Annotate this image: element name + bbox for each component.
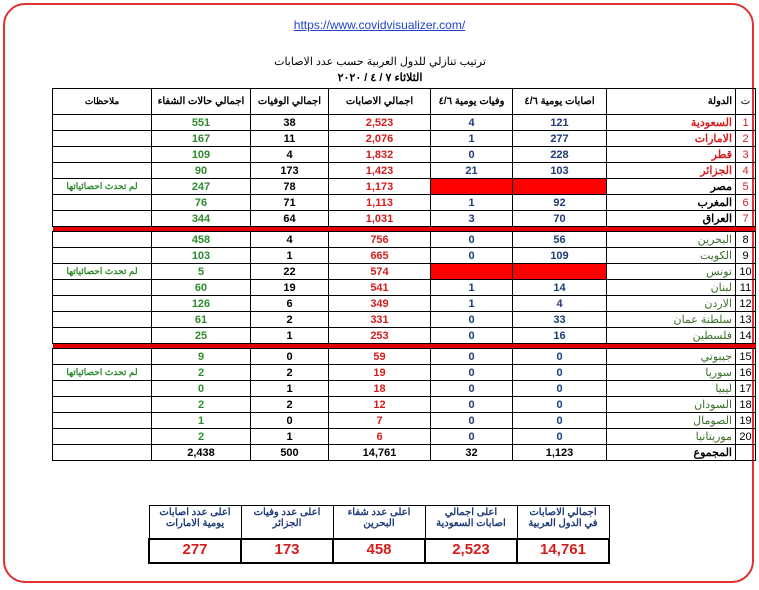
row-country: الجزائر [607,163,736,179]
row-recovered: 0 [152,381,251,397]
row-recovered: 5 [152,264,251,280]
row-num: 9 [736,248,756,264]
row-daily-deaths: 0 [431,365,513,381]
row-total-deaths: 2 [251,365,329,381]
row-num: 4 [736,163,756,179]
row-daily-cases: 0 [513,381,607,397]
totals-daily-deaths: 32 [431,445,513,461]
row-notes [53,211,152,227]
table-row [53,365,756,381]
row-total-deaths: 11 [251,131,329,147]
table-row [53,296,756,312]
table-row [53,328,756,344]
row-total-cases: 18 [329,381,431,397]
totals-empty [736,445,756,461]
row-total-deaths: 6 [251,296,329,312]
table-row [53,280,756,296]
row-country: لبنان [607,280,736,296]
source-link[interactable]: https://www.covidvisualizer.com/ [293,18,466,32]
row-daily-deaths: 21 [431,163,513,179]
row-daily-deaths: 1 [431,131,513,147]
row-num: 1 [736,115,756,131]
row-num: 15 [736,349,756,365]
row-notes [53,115,152,131]
row-daily-cases: 33 [513,312,607,328]
row-num: 11 [736,280,756,296]
row-daily-cases: 14 [513,280,607,296]
table-row [53,163,756,179]
table-row [53,413,756,429]
row-daily-deaths: 1 [431,195,513,211]
row-notes [53,429,152,445]
row-num: 5 [736,179,756,195]
header-total-recovered: اجمالي حالات الشفاء [152,89,251,115]
row-notes [53,280,152,296]
row-country: العراق [607,211,736,227]
totals-notes-empty [53,445,152,461]
row-daily-deaths: 1 [431,280,513,296]
row-daily-cases: 228 [513,147,607,163]
row-daily-cases: 0 [513,365,607,381]
summary-value: 2,523 [425,539,517,563]
header-daily-deaths: وفيات يومية ٤/٦ [431,89,513,115]
row-country: سوريا [607,365,736,381]
row-recovered: 103 [152,248,251,264]
row-daily-cases: 0 [513,413,607,429]
row-recovered: 61 [152,312,251,328]
header-daily-cases: اصابات يومية ٤/٦ [513,89,607,115]
row-country: مصر [607,179,736,195]
row-num: 13 [736,312,756,328]
row-recovered: 2 [152,365,251,381]
row-daily-deaths: 0 [431,349,513,365]
summary-table [148,505,610,564]
row-total-deaths: 1 [251,429,329,445]
row-total-cases: 1,031 [329,211,431,227]
table-row [53,381,756,397]
table-row [53,147,756,163]
table-row [53,232,756,248]
row-total-deaths: 78 [251,179,329,195]
row-notes: لم تحدث احصائياتها [53,365,152,381]
row-daily-cases: 16 [513,328,607,344]
header-num: ت [736,89,756,115]
row-num: 17 [736,381,756,397]
row-num: 19 [736,413,756,429]
row-num: 14 [736,328,756,344]
row-daily-deaths: 0 [431,328,513,344]
table-row [53,264,756,280]
table-row [53,195,756,211]
row-num: 8 [736,232,756,248]
table-row [53,312,756,328]
row-total-cases: 59 [329,349,431,365]
row-recovered: 2 [152,397,251,413]
row-recovered: 551 [152,115,251,131]
summary-value: 173 [241,539,333,563]
row-total-cases: 2,523 [329,115,431,131]
totals-total-cases: 14,761 [329,445,431,461]
row-daily-cases: 70 [513,211,607,227]
row-total-cases: 541 [329,280,431,296]
row-total-cases: 6 [329,429,431,445]
table-row [53,397,756,413]
row-notes [53,312,152,328]
row-recovered: 126 [152,296,251,312]
row-num: 10 [736,264,756,280]
summary-value: 14,761 [517,539,609,563]
row-daily-deaths [431,179,513,195]
row-country: فلسطين [607,328,736,344]
row-daily-cases: 0 [513,397,607,413]
row-daily-cases: 92 [513,195,607,211]
row-total-cases: 665 [329,248,431,264]
row-daily-deaths [431,264,513,280]
row-country: قطر [607,147,736,163]
row-recovered: 90 [152,163,251,179]
row-total-cases: 12 [329,397,431,413]
row-total-cases: 1,423 [329,163,431,179]
row-total-deaths: 1 [251,328,329,344]
row-notes [53,232,152,248]
row-recovered: 9 [152,349,251,365]
row-total-deaths: 173 [251,163,329,179]
table-row [53,349,756,365]
row-daily-cases: 121 [513,115,607,131]
row-num: 7 [736,211,756,227]
row-total-deaths: 1 [251,381,329,397]
row-recovered: 109 [152,147,251,163]
summary-value: 458 [333,539,425,563]
row-daily-deaths: 4 [431,115,513,131]
row-total-cases: 574 [329,264,431,280]
row-num: 12 [736,296,756,312]
row-total-cases: 19 [329,365,431,381]
row-total-cases: 1,173 [329,179,431,195]
row-daily-cases: 0 [513,429,607,445]
row-notes [53,397,152,413]
row-total-deaths: 1 [251,248,329,264]
header-total-deaths: اجمالي الوفيات [251,89,329,115]
row-notes [53,163,152,179]
row-country: تونس [607,264,736,280]
row-total-cases: 7 [329,413,431,429]
row-recovered: 60 [152,280,251,296]
row-country: الكويت [607,248,736,264]
row-total-deaths: 71 [251,195,329,211]
row-total-cases: 756 [329,232,431,248]
row-recovered: 1 [152,413,251,429]
row-recovered: 247 [152,179,251,195]
row-total-deaths: 4 [251,232,329,248]
row-country: ليبيا [607,381,736,397]
row-total-deaths: 0 [251,413,329,429]
summary-values-row [149,539,609,563]
summary-label: اعلى اجمالي اصابات السعودية [425,506,517,540]
row-daily-deaths: 0 [431,397,513,413]
totals-row [53,445,756,461]
row-total-deaths: 2 [251,312,329,328]
row-daily-cases: 0 [513,349,607,365]
row-total-cases: 253 [329,328,431,344]
row-notes [53,147,152,163]
row-notes [53,195,152,211]
countries-table [52,88,756,461]
row-num: 2 [736,131,756,147]
table-body [53,115,756,461]
page-date: الثلاثاء ٧ / ٤ / ٢٠٢٠ [337,72,423,84]
row-notes [53,131,152,147]
row-notes [53,248,152,264]
row-recovered: 344 [152,211,251,227]
row-notes [53,381,152,397]
row-country: موريتانيا [607,429,736,445]
row-daily-deaths: 1 [431,296,513,312]
table-row [53,131,756,147]
row-daily-deaths: 0 [431,232,513,248]
summary-label: اعلى عدد اصابات يومية الامارات [149,506,241,540]
row-recovered: 458 [152,232,251,248]
row-total-deaths: 38 [251,115,329,131]
row-daily-deaths: 0 [431,429,513,445]
summary-label: اعلى عدد شفاء البحرين [333,506,425,540]
table-row [53,115,756,131]
row-daily-deaths: 0 [431,248,513,264]
row-recovered: 25 [152,328,251,344]
row-country: البحرين [607,232,736,248]
row-country: الامارات [607,131,736,147]
row-notes [53,328,152,344]
row-notes [53,296,152,312]
row-total-cases: 2,076 [329,131,431,147]
row-daily-cases [513,264,607,280]
row-total-deaths: 22 [251,264,329,280]
row-total-deaths: 2 [251,397,329,413]
totals-daily-cases: 1,123 [513,445,607,461]
summary-value: 277 [149,539,241,563]
summary-label: اجمالي الاصابات في الدول العربية [517,506,609,540]
row-country: السعودية [607,115,736,131]
row-total-cases: 349 [329,296,431,312]
row-daily-deaths: 3 [431,211,513,227]
totals-recovered: 2,438 [152,445,251,461]
summary-labels-row [149,506,609,540]
row-total-deaths: 4 [251,147,329,163]
row-daily-deaths: 0 [431,312,513,328]
row-total-deaths: 64 [251,211,329,227]
row-recovered: 167 [152,131,251,147]
row-recovered: 2 [152,429,251,445]
row-daily-cases: 277 [513,131,607,147]
row-notes: لم تحدث احصائياتها [53,264,152,280]
row-daily-deaths: 0 [431,381,513,397]
table-row [53,429,756,445]
row-notes [53,413,152,429]
row-daily-cases: 56 [513,232,607,248]
row-daily-cases: 4 [513,296,607,312]
row-daily-deaths: 0 [431,413,513,429]
row-total-deaths: 19 [251,280,329,296]
header-country: الدولة [607,89,736,115]
row-country: الصومال [607,413,736,429]
row-country: سلطنة عمان [607,312,736,328]
row-daily-cases: 109 [513,248,607,264]
row-num: 3 [736,147,756,163]
row-num: 6 [736,195,756,211]
table-row [53,248,756,264]
row-recovered: 76 [152,195,251,211]
row-notes [53,349,152,365]
totals-label: المجموع [607,445,736,461]
row-country: السودان [607,397,736,413]
row-notes: لم تحدث احصائياتها [53,179,152,195]
table-header-row [53,89,756,115]
totals-total-deaths: 500 [251,445,329,461]
row-country: المغرب [607,195,736,211]
row-total-cases: 1,832 [329,147,431,163]
row-total-cases: 1,113 [329,195,431,211]
row-daily-cases: 103 [513,163,607,179]
header-notes: ملاحظات [53,89,152,115]
page-title: ترتيب تنازلي للدول العربية حسب عدد الاصابات [274,56,486,68]
row-num: 18 [736,397,756,413]
row-num: 20 [736,429,756,445]
summary-label: اعلى عدد وفيات الجزائر [241,506,333,540]
row-total-cases: 331 [329,312,431,328]
table-row [53,211,756,227]
row-total-deaths: 0 [251,349,329,365]
header-total-cases: اجمالي الاصابات [329,89,431,115]
row-num: 16 [736,365,756,381]
row-country: جيبوتي [607,349,736,365]
row-country: الاردن [607,296,736,312]
row-daily-cases [513,179,607,195]
row-daily-deaths: 0 [431,147,513,163]
table-row [53,179,756,195]
